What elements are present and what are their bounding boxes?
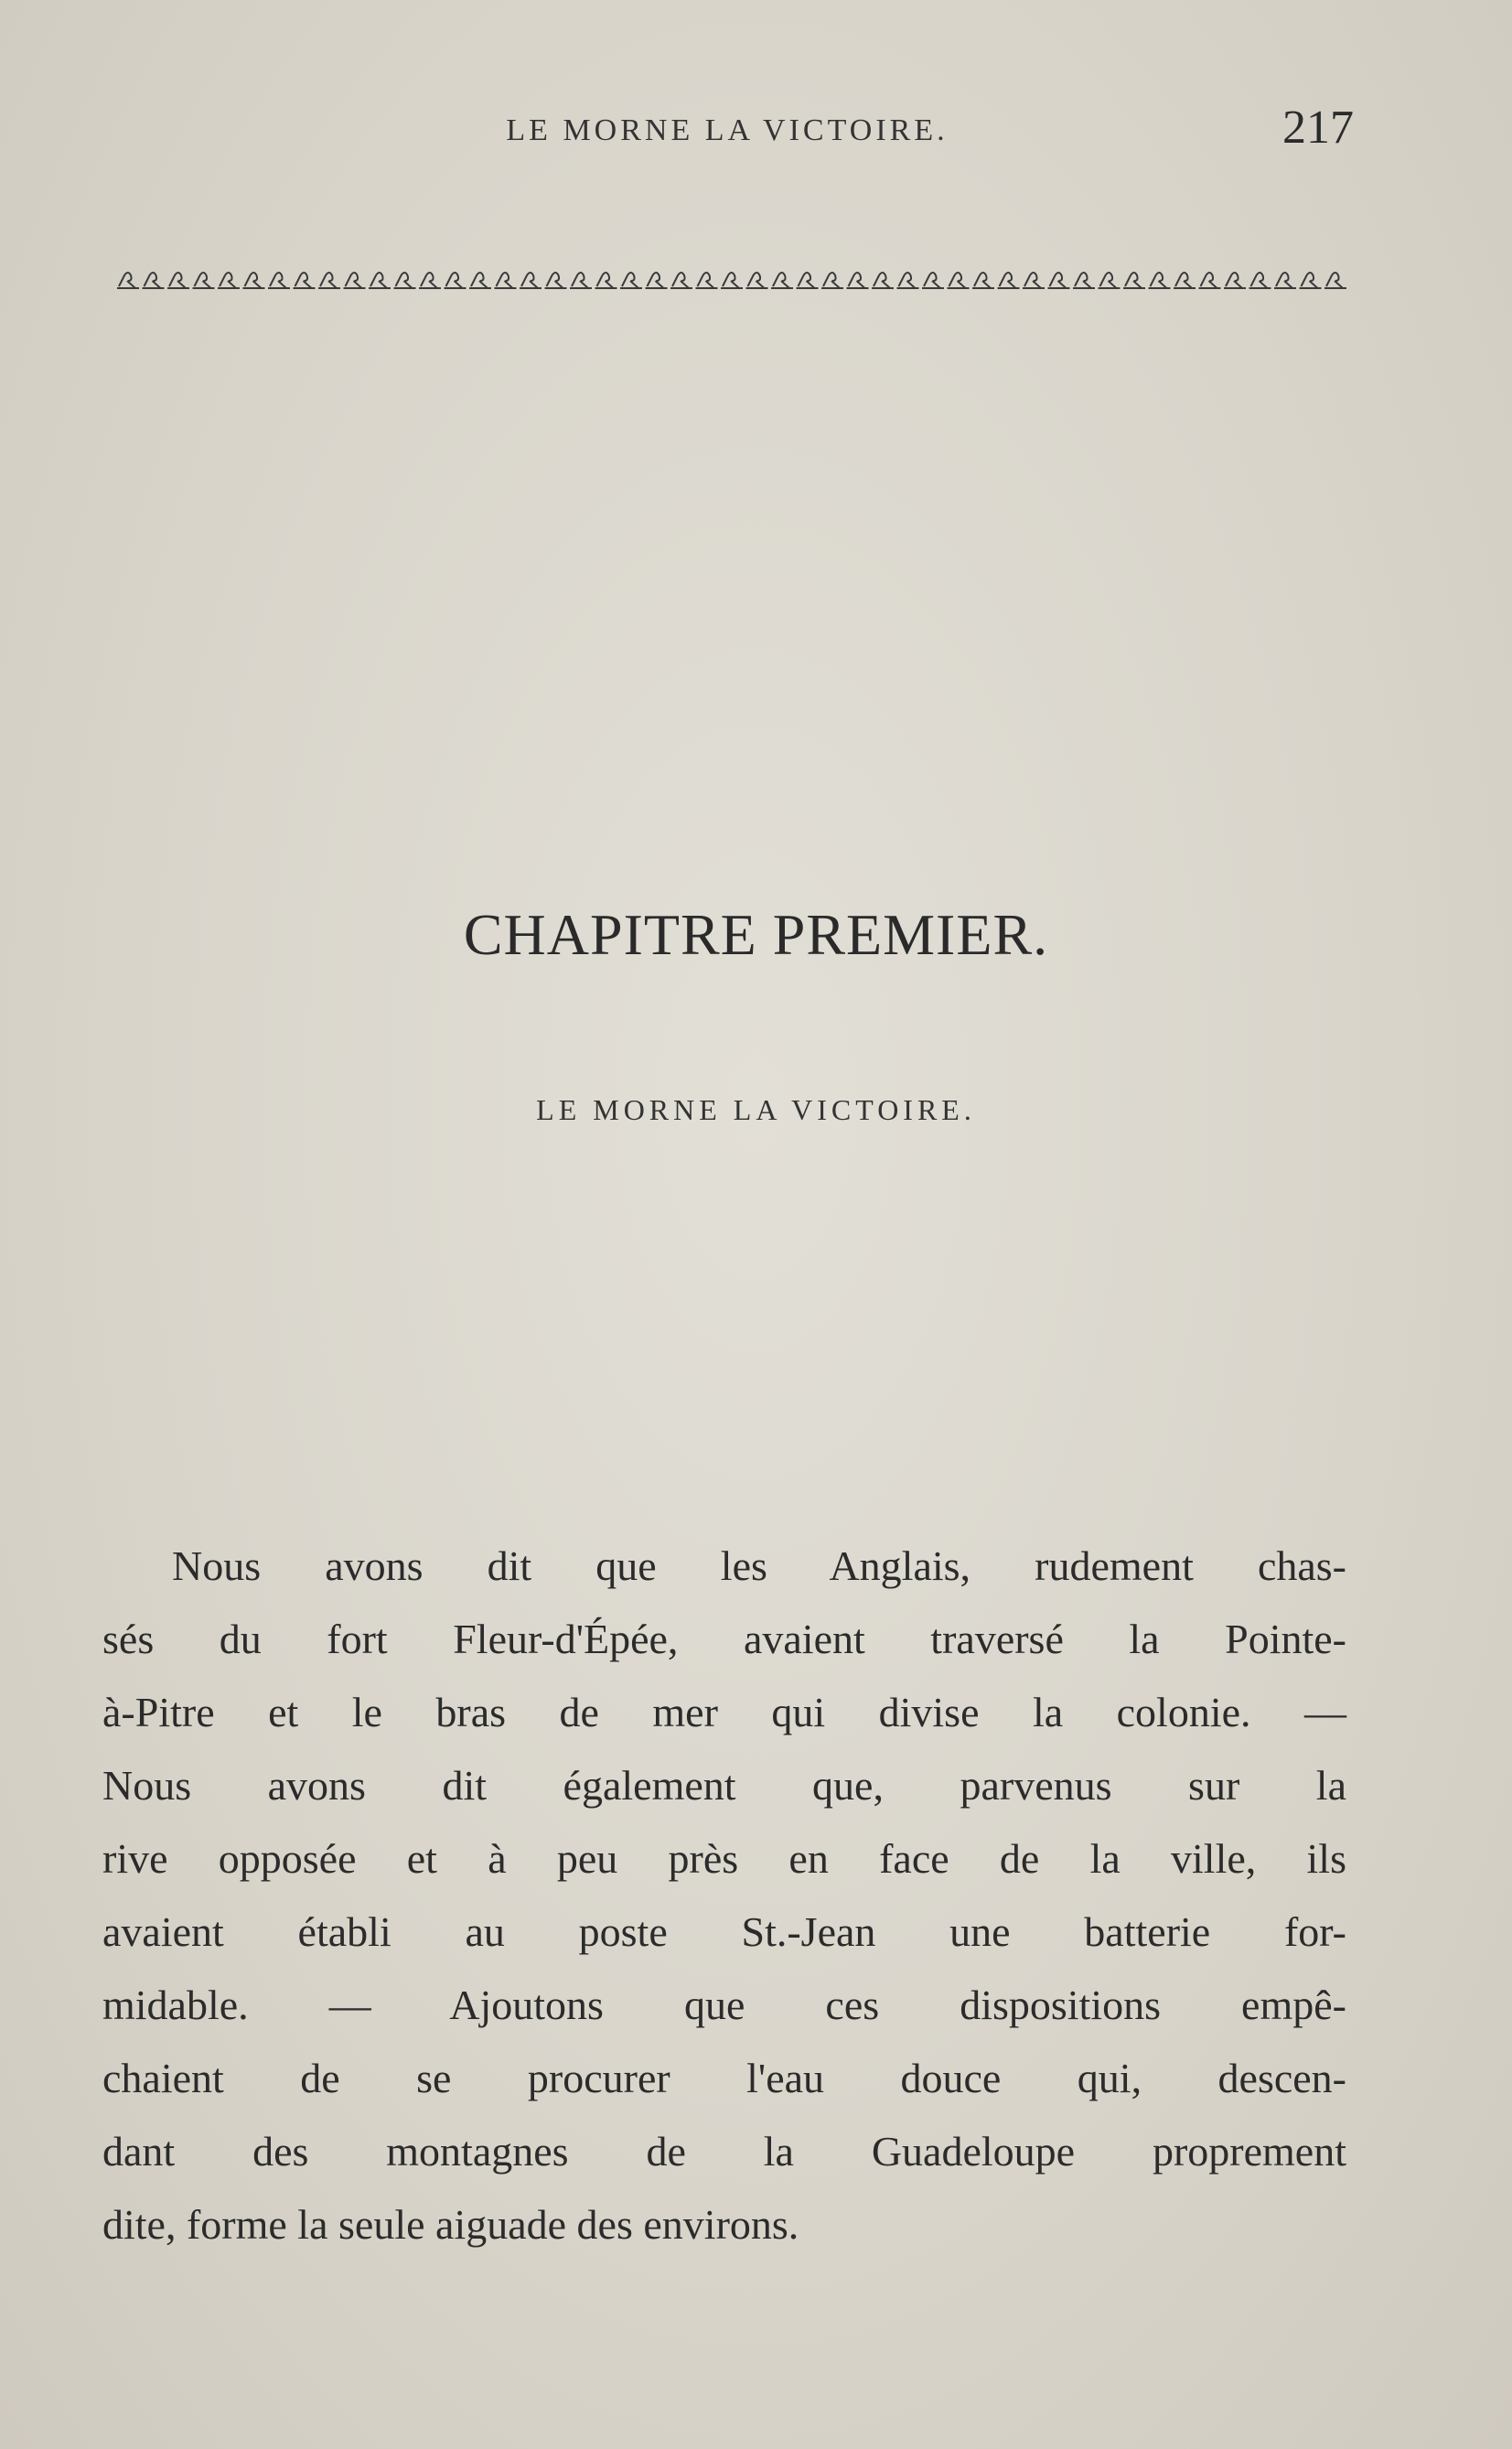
ornament-motif — [1274, 273, 1296, 288]
ornament-motif — [972, 273, 994, 288]
decorative-rule-icon — [115, 268, 1346, 292]
ornament-motif — [1123, 273, 1145, 288]
text-line: chaient de se procurer l'eau douce qui, descen- — [102, 2055, 1346, 2101]
ornament-motif — [268, 273, 290, 288]
text-line: midable. — Ajoutons que ces dispositions empê- — [102, 1982, 1346, 2028]
ornament-motif — [998, 273, 1020, 288]
page-header — [101, 101, 1354, 156]
ornament-motif — [595, 273, 617, 288]
ornament-motif — [646, 273, 668, 288]
chapter-title: CHAPITRE PREMIER. — [463, 902, 1049, 967]
text-line: sés du fort Fleur-d'Épée, avaient traversé la Pointe- — [102, 1616, 1346, 1662]
ornament-motif — [1023, 273, 1045, 288]
ornament-motif — [922, 273, 944, 288]
ornament-motif — [620, 273, 642, 288]
ornament-motif — [897, 273, 919, 288]
ornament-motif — [821, 273, 843, 288]
ornament-motif — [1174, 273, 1196, 288]
ornament-motif — [445, 273, 466, 288]
ornament-motif — [344, 273, 366, 288]
ornament-motif — [294, 273, 316, 288]
text-line: dite, forme la seule aiguade des environs. — [102, 2201, 799, 2248]
ornament-motif — [243, 273, 265, 288]
ornament-motif — [318, 273, 340, 288]
text-line: dant des montagnes de la Guadeloupe proprement — [102, 2128, 1346, 2175]
ornament-motif — [746, 273, 768, 288]
ornament-motif — [193, 273, 215, 288]
ornament-motif — [495, 273, 517, 288]
ornament-motif — [394, 273, 416, 288]
ornament-motif — [1324, 273, 1346, 288]
ornament-motif — [1199, 273, 1221, 288]
ornament-motif — [1224, 273, 1246, 288]
ornament-motif — [1300, 273, 1322, 288]
ornament-motif — [218, 273, 240, 288]
ornament-motif — [721, 273, 743, 288]
ornament-motif — [167, 273, 189, 288]
ornament-motif — [570, 273, 592, 288]
ornament-motif — [1249, 273, 1271, 288]
ornament-motif — [948, 273, 970, 288]
ornament-motif — [847, 273, 869, 288]
ornament-motif — [369, 273, 391, 288]
ornament-motif — [1099, 273, 1121, 288]
ornament-motif — [117, 273, 139, 288]
ornament-motif — [1149, 273, 1171, 288]
running-title: LE MORNE LA VICTOIRE. — [506, 113, 949, 147]
ornament-motif — [797, 273, 819, 288]
ornament-motif — [143, 273, 165, 288]
ornament-motif — [1048, 273, 1070, 288]
text-line: avaient établi au poste St.-Jean une batterie for- — [102, 1908, 1346, 1955]
ornament-motif — [545, 273, 567, 288]
text-line: à-Pitre et le bras de mer qui divise la colonie. — — [102, 1689, 1346, 1735]
ornament-motif — [419, 273, 441, 288]
page-number: 217 — [1282, 102, 1354, 154]
ornament-motif — [696, 273, 718, 288]
ornament-motif — [771, 273, 793, 288]
chapter-subtitle: LE MORNE LA VICTOIRE. — [536, 1093, 976, 1126]
text-line: rive opposée et à peu près en face de la ville, ils — [102, 1835, 1346, 1882]
ornament-motif — [469, 273, 491, 288]
ornament-motif — [520, 273, 542, 288]
text-line: Nous avons dit que les Anglais, rudement chas- — [172, 1542, 1346, 1589]
body-paragraph — [102, 1530, 1346, 2261]
ornament-motif — [872, 273, 894, 288]
ornament-motif — [1073, 273, 1095, 288]
ornament-motif — [670, 273, 692, 288]
text-line: Nous avons dit également que, parvenus sur la — [102, 1762, 1346, 1809]
